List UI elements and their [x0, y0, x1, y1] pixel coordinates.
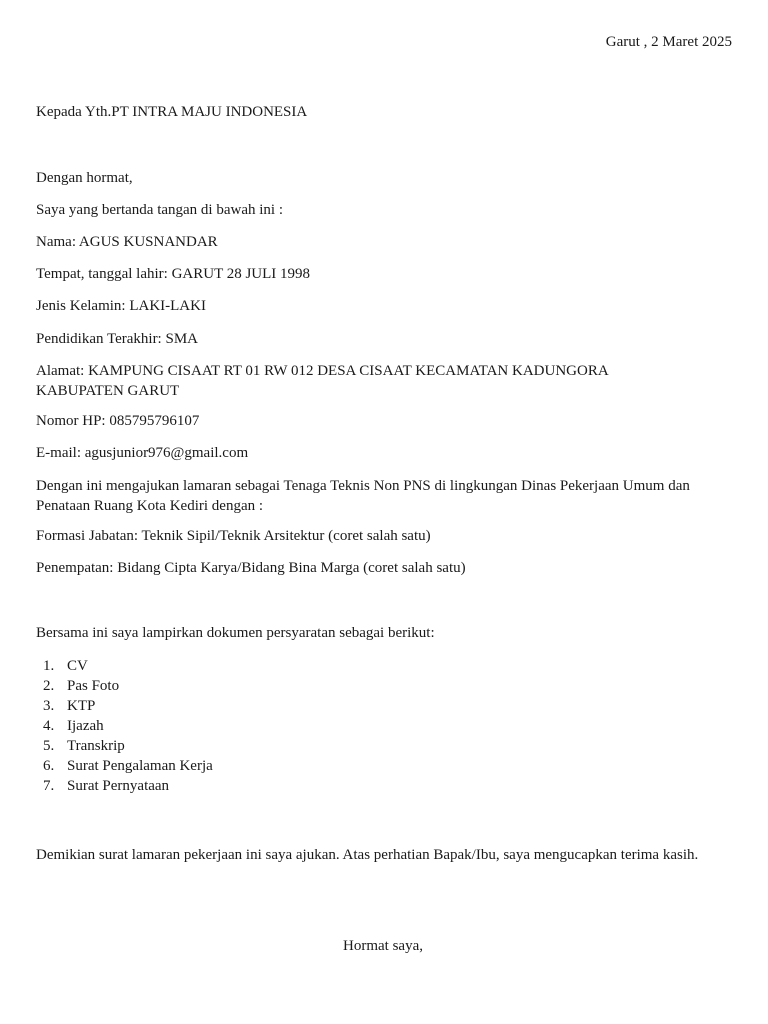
list-item-label: Pas Foto — [67, 678, 120, 694]
closing-text: Demikian surat lamaran pekerjaan ini saya ajukan. Atas perhatian Bapak/Ibu, saya mengucapkan terima kasih. — [36, 847, 699, 863]
list-item — [36, 676, 213, 696]
list-item-label: Surat Pengalaman Kerja — [67, 758, 213, 774]
list-item-number: 1. — [43, 658, 55, 674]
list-item-label: Transkrip — [67, 738, 125, 754]
applicant-address: Alamat: KAMPUNG CISAAT RT 01 RW 012 DESA CISAAT KECAMATAN KADUNGORA KABUPATEN GARUT — [36, 363, 608, 399]
list-item-number: 2. — [43, 678, 55, 694]
list-item-label: Surat Pernyataan — [67, 778, 170, 794]
letter-intro: Saya yang bertanda tangan di bawah ini : — [36, 202, 284, 218]
list-item — [36, 696, 213, 716]
list-item-number: 4. — [43, 718, 55, 734]
list-item-label: CV — [67, 658, 88, 674]
application-placement: Penempatan: Bidang Cipta Karya/Bidang Bina Marga (coret salah satu) — [36, 560, 466, 576]
list-item — [36, 736, 213, 756]
list-item-number: 5. — [43, 738, 55, 754]
applicant-education: Pendidikan Terakhir: SMA — [36, 331, 198, 347]
letter-date: Garut , 2 Maret 2025 — [605, 34, 732, 50]
list-item-number: 6. — [43, 758, 55, 774]
list-item — [36, 756, 213, 776]
list-item — [36, 716, 213, 736]
application-statement: Dengan ini mengajukan lamaran sebagai Tenaga Teknis Non PNS di lingkungan Dinas Pekerjaan Umum dan Penataan Ruang Kota Kediri dengan : — [36, 478, 690, 514]
applicant-phone: Nomor HP: 085795796107 — [36, 413, 200, 429]
list-item-number: 7. — [43, 778, 55, 794]
applicant-gender: Jenis Kelamin: LAKI-LAKI — [36, 298, 206, 314]
list-item-label: Ijazah — [67, 718, 104, 734]
application-position: Formasi Jabatan: Teknik Sipil/Teknik Arsitektur (coret salah satu) — [36, 528, 431, 544]
applicant-email: E-mail: agusjunior976@gmail.com — [36, 445, 249, 461]
list-item — [36, 656, 213, 676]
letter-recipient: Kepada Yth.PT INTRA MAJU INDONESIA — [36, 104, 308, 120]
attachments-intro: Bersama ini saya lampirkan dokumen persyaratan sebagai berikut: — [36, 625, 435, 641]
letter-greeting: Dengan hormat, — [36, 170, 133, 186]
list-item-label: KTP — [67, 698, 96, 714]
applicant-name: Nama: AGUS KUSNANDAR — [36, 234, 218, 250]
list-item — [36, 776, 213, 796]
attachments-list — [36, 656, 213, 796]
closing-signoff: Hormat saya, — [343, 938, 423, 954]
list-item-number: 3. — [43, 698, 55, 714]
applicant-birth: Tempat, tanggal lahir: GARUT 28 JULI 1998 — [36, 266, 311, 282]
